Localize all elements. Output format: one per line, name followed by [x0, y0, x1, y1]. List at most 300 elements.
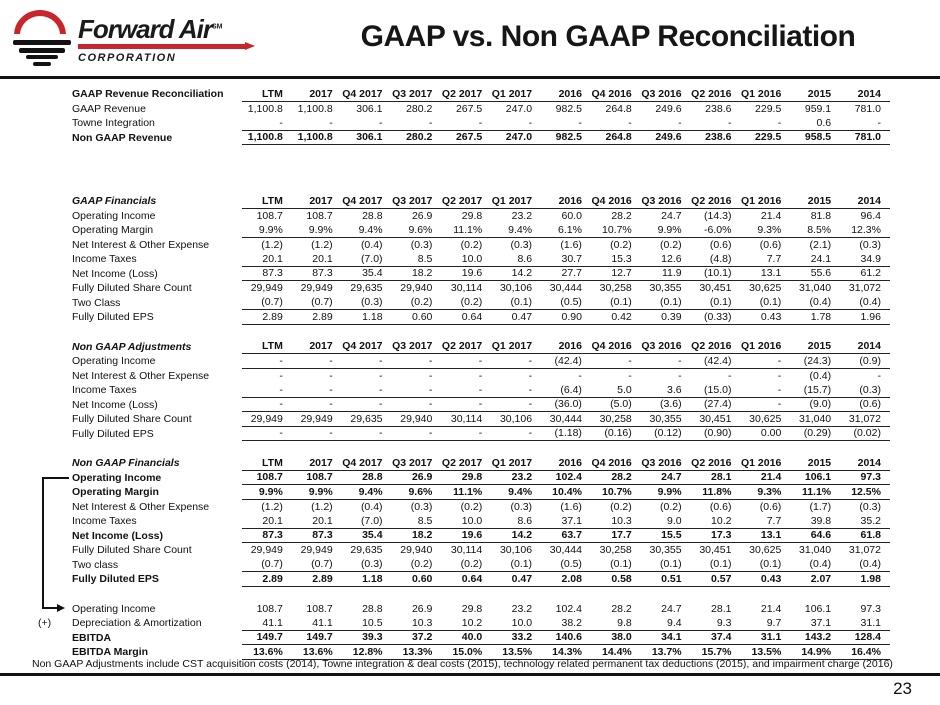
cell-value: 30,114	[441, 412, 491, 427]
cell-value: 9.9%	[242, 485, 292, 500]
cell-value: 29,635	[350, 282, 383, 295]
cell-value: (0.4)	[840, 296, 890, 311]
cell-value: -	[877, 369, 881, 382]
section-non-gaap-financials	[60, 456, 890, 587]
cell-value: 0.43	[740, 572, 790, 587]
cell-value: -	[342, 427, 392, 442]
cell-value: 2.89	[292, 572, 342, 587]
table-row	[60, 102, 890, 117]
flow-bracket-bottom	[42, 607, 58, 609]
cell-value: 0.58	[591, 572, 641, 587]
cell-value: 29,635	[350, 544, 383, 557]
cell-value: 61.2	[840, 267, 890, 282]
cell-value: 35.2	[840, 514, 890, 529]
cell-value: 0.42	[591, 310, 641, 325]
cell-value: 30,258	[591, 412, 641, 427]
cell-value: -	[292, 383, 342, 398]
row-prefix: (+)	[38, 617, 52, 630]
cell-value: 15.0%	[441, 645, 491, 660]
column-header: 2017	[292, 87, 342, 102]
cell-value: (0.3)	[410, 238, 433, 251]
column-header: LTM	[242, 340, 292, 355]
cell-value: 39.8	[790, 514, 840, 529]
cell-value: 63.7	[541, 529, 591, 544]
cell-value: 29,949	[292, 412, 342, 427]
cell-value: 108.7	[306, 602, 333, 615]
cell-value: 249.6	[641, 131, 691, 146]
cell-value: 29.8	[461, 209, 483, 222]
cell-value: 8.6	[491, 514, 541, 529]
cell-value: 10.0	[491, 616, 541, 631]
cell-value: 41.1	[292, 616, 342, 631]
column-header: Q2 2016	[691, 87, 741, 102]
cell-value: (0.2)	[392, 558, 442, 573]
cell-value: 87.3	[242, 529, 292, 544]
cell-value: 40.0	[441, 631, 491, 646]
column-header: Q2 2017	[441, 456, 491, 471]
cell-value: -	[441, 427, 491, 442]
cell-value: 16.4%	[840, 645, 890, 660]
cell-value: 0.6	[790, 116, 840, 131]
table-row	[60, 369, 890, 384]
flow-bracket-vertical	[42, 477, 44, 609]
cell-value: 11.8%	[691, 485, 741, 500]
table-row	[60, 310, 890, 325]
cell-value: -	[740, 398, 790, 413]
row-label: EBITDA Margin	[72, 646, 149, 659]
section-title: Non GAAP Financials	[72, 457, 180, 470]
cell-value: -	[441, 354, 491, 369]
cell-value: 87.3	[292, 267, 342, 282]
table-row	[60, 398, 890, 413]
cell-value: -	[392, 116, 442, 131]
cell-value: 102.4	[541, 471, 591, 486]
service-mark: SM	[211, 23, 223, 31]
cell-value: 26.9	[392, 471, 442, 486]
row-label: Net Income (Loss)	[72, 529, 164, 542]
cell-value: (0.2)	[610, 238, 632, 251]
cell-value: 37.1	[790, 616, 840, 631]
cell-value: 238.6	[705, 102, 732, 115]
cell-value: 28.8	[362, 209, 383, 222]
cell-value: 143.2	[790, 631, 840, 646]
cell-value: 28.1	[691, 471, 741, 486]
cell-value: (1.2)	[311, 500, 333, 513]
cell-value: 781.0	[854, 102, 881, 115]
cell-value: (27.4)	[691, 398, 741, 413]
cell-value: 14.2	[491, 267, 541, 282]
table-row	[60, 383, 890, 398]
cell-value: 247.0	[505, 102, 533, 115]
column-header: Q2 2017	[441, 340, 491, 355]
cell-value: 10.2	[691, 514, 741, 529]
column-header: 2015	[790, 340, 840, 355]
cell-value: 38.0	[591, 631, 641, 646]
cell-value: 9.6%	[392, 223, 442, 238]
cell-value: 10.4%	[541, 485, 591, 500]
cell-value: 14.4%	[591, 645, 641, 660]
cell-value: 0.00	[740, 427, 790, 442]
cell-value: 97.3	[840, 471, 890, 486]
table-row	[60, 602, 890, 617]
column-header: Q3 2016	[641, 194, 691, 209]
cell-value: 31,040	[799, 544, 832, 557]
cell-value: 108.7	[256, 602, 283, 615]
cell-value: 30,258	[599, 282, 632, 295]
table-row	[60, 529, 890, 544]
cell-value: 2.89	[242, 572, 292, 587]
cell-value: 8.5%	[790, 223, 840, 238]
brand-name: Forward Air℠	[78, 14, 223, 44]
cell-value: 33.2	[491, 631, 541, 646]
cell-value: (0.1)	[641, 296, 691, 311]
cell-value: (0.4)	[360, 238, 383, 251]
cell-value: (7.0)	[342, 252, 392, 267]
cell-value: (0.1)	[491, 296, 541, 311]
cell-value: (0.2)	[610, 500, 632, 513]
cell-value: 12.3%	[840, 223, 890, 238]
cell-value: (1.2)	[311, 238, 333, 251]
cell-value: 29,940	[400, 544, 433, 557]
table-row	[60, 572, 890, 587]
cell-value: 29,949	[300, 544, 333, 557]
cell-value: 24.7	[661, 209, 682, 222]
cell-value: 30,114	[450, 282, 483, 295]
column-header: 2016	[541, 340, 591, 355]
cell-value: (2.1)	[809, 238, 832, 251]
cell-value: (24.3)	[790, 354, 840, 369]
cell-value: 20.1	[292, 514, 342, 529]
cell-value: 81.8	[810, 209, 832, 222]
row-label: Net Income (Loss)	[72, 267, 158, 280]
cell-value: -	[242, 116, 292, 131]
cell-value: (0.6)	[709, 500, 732, 513]
cell-value: 9.9%	[292, 485, 342, 500]
row-label: Two class	[72, 558, 119, 571]
cell-value: 6.1%	[541, 223, 591, 238]
cell-value: 10.3	[392, 616, 442, 631]
cell-value: 2.08	[541, 572, 591, 587]
cell-value: 30,114	[450, 544, 483, 557]
cell-value: -	[691, 116, 741, 131]
cell-value: (0.7)	[292, 558, 342, 573]
cell-value: -	[342, 398, 392, 413]
cell-value: -	[392, 427, 442, 442]
column-header: 2015	[790, 456, 840, 471]
cell-value: 34.1	[641, 631, 691, 646]
column-header: Q4 2016	[591, 456, 641, 471]
row-label: Net Interest & Other Expense	[72, 238, 210, 251]
cell-value: 264.8	[605, 102, 632, 115]
cell-value: (0.4)	[790, 558, 840, 573]
cell-value: 5.0	[591, 383, 641, 398]
column-header: 2014	[840, 194, 890, 209]
cell-value: 9.0	[641, 514, 691, 529]
cell-value: 0.39	[641, 310, 691, 325]
cell-value: 28.8	[342, 471, 392, 486]
cell-value: 30,451	[699, 544, 732, 557]
cell-value: 55.6	[790, 267, 840, 282]
row-label: Operating Margin	[72, 486, 159, 499]
cell-value: (10.1)	[691, 267, 741, 282]
cell-value: (1.18)	[541, 427, 591, 442]
cell-value: 35.4	[342, 267, 392, 282]
cell-value: 1,100.8	[242, 131, 292, 146]
cell-value: -	[528, 369, 533, 382]
cell-value: 20.1	[242, 252, 292, 267]
cell-value: 28.2	[611, 602, 632, 615]
cell-value: 30,355	[641, 412, 691, 427]
cell-value: (15.0)	[691, 383, 741, 398]
cell-value: 10.0	[441, 252, 491, 267]
cell-value: -	[392, 383, 442, 398]
row-label: Operating Income	[72, 471, 162, 484]
cell-value: 87.3	[242, 267, 292, 282]
cell-value: 12.6	[641, 252, 691, 267]
column-header: Q1 2016	[740, 194, 790, 209]
section-title: Non GAAP Adjustments	[72, 340, 192, 353]
column-header: LTM	[242, 194, 292, 209]
cell-value: 17.7	[591, 529, 641, 544]
section-ebitda	[38, 602, 890, 660]
cell-value: 13.5%	[491, 645, 541, 660]
cell-value: 29,940	[392, 412, 442, 427]
cell-value: 12.5%	[840, 485, 890, 500]
cell-value: -	[292, 427, 342, 442]
cell-value: 39.3	[342, 631, 392, 646]
cell-value: 9.8	[591, 616, 641, 631]
cell-value: -	[727, 369, 732, 382]
column-header: Q4 2016	[591, 194, 641, 209]
column-header: Q3 2017	[392, 340, 442, 355]
cell-value: 13.1	[740, 267, 790, 282]
cell-value: (0.12)	[641, 427, 691, 442]
cell-value: -	[641, 116, 691, 131]
cell-value: 31,072	[840, 412, 890, 427]
flow-bracket-top	[42, 477, 69, 479]
cell-value: 37.2	[392, 631, 442, 646]
globe-icon	[10, 8, 74, 66]
cell-value: 9.3	[691, 616, 741, 631]
cell-value: (0.7)	[292, 296, 342, 311]
cell-value: 37.1	[541, 514, 591, 529]
cell-value: 30,106	[499, 282, 533, 295]
cell-value: 87.3	[292, 529, 342, 544]
table-row	[60, 209, 890, 224]
table-row	[60, 131, 890, 146]
cell-value: (6.4)	[541, 383, 591, 398]
section-title: GAAP Financials	[72, 195, 157, 208]
cell-value: 2.89	[292, 310, 342, 325]
cell-value: 31.1	[740, 631, 790, 646]
cell-value: 9.9%	[641, 485, 691, 500]
cell-value: 10.3	[591, 514, 641, 529]
table-row	[60, 427, 890, 442]
cell-value: 30,625	[749, 282, 782, 295]
cell-value: 781.0	[840, 131, 890, 146]
cell-value: (0.6)	[759, 500, 782, 513]
cell-value: 21.4	[740, 471, 790, 486]
cell-value: -	[242, 383, 292, 398]
cell-value: 29,949	[300, 282, 333, 295]
cell-value: 264.8	[591, 131, 641, 146]
cell-value: (0.2)	[660, 500, 682, 513]
cell-value: 11.1%	[441, 223, 491, 238]
cell-value: 29,635	[342, 412, 392, 427]
table-row	[60, 485, 890, 500]
cell-value: 249.6	[655, 102, 682, 115]
column-header: Q4 2017	[342, 194, 392, 209]
column-header: Q3 2017	[392, 87, 442, 102]
cell-value: (0.3)	[510, 238, 533, 251]
cell-value: -	[342, 354, 392, 369]
forward-air-logo	[10, 8, 260, 66]
cell-value: (1.2)	[261, 500, 283, 513]
cell-value: 7.7	[740, 252, 790, 267]
cell-value: 1.18	[342, 572, 392, 587]
cell-value: (0.1)	[591, 558, 641, 573]
cell-value: (0.4)	[809, 369, 832, 382]
cell-value: -	[740, 116, 790, 131]
cell-value: 28.1	[711, 602, 732, 615]
cell-value: 24.7	[661, 602, 682, 615]
cell-value: 12.8%	[342, 645, 392, 660]
cell-value: -	[491, 427, 541, 442]
section-header-row	[60, 87, 890, 102]
cell-value: -	[441, 116, 491, 131]
cell-value: 23.2	[491, 471, 541, 486]
column-header: 2017	[292, 456, 342, 471]
cell-value: 0.47	[491, 310, 541, 325]
cell-value: 9.4	[641, 616, 691, 631]
cell-value: 30,444	[549, 544, 582, 557]
cell-value: -	[242, 398, 292, 413]
cell-value: 28.2	[591, 471, 641, 486]
row-label: Non GAAP Revenue	[72, 131, 173, 144]
cell-value: (0.2)	[441, 296, 491, 311]
cell-value: 0.64	[441, 310, 491, 325]
cell-value: 13.3%	[392, 645, 442, 660]
column-header: LTM	[242, 456, 292, 471]
cell-value: 0.57	[691, 572, 741, 587]
cell-value: 140.6	[541, 631, 591, 646]
row-label: Net Interest & Other Expense	[72, 500, 210, 513]
cell-value: 18.2	[392, 267, 442, 282]
cell-value: -	[591, 116, 641, 131]
cell-value: -	[441, 383, 491, 398]
cell-value: -	[591, 354, 641, 369]
section-gaap-revenue-reconciliation	[60, 87, 890, 145]
cell-value: 149.7	[242, 631, 292, 646]
cell-value: (0.7)	[242, 296, 292, 311]
cell-value: 102.4	[555, 602, 582, 615]
cell-value: 29,949	[242, 412, 292, 427]
cell-value: (0.6)	[840, 398, 890, 413]
cell-value: (0.9)	[840, 354, 890, 369]
cell-value: -	[392, 354, 442, 369]
table-row	[60, 471, 890, 486]
column-header: 2016	[541, 87, 591, 102]
cell-value: -	[342, 116, 392, 131]
cell-value: -	[379, 369, 383, 382]
cell-value: -	[441, 398, 491, 413]
cell-value: 26.9	[411, 209, 433, 222]
table-row	[60, 116, 890, 131]
cell-value: (4.8)	[691, 252, 741, 267]
column-header: Q1 2017	[491, 340, 541, 355]
cell-value: (0.7)	[242, 558, 292, 573]
cell-value: -	[428, 369, 433, 382]
column-header: Q1 2017	[491, 87, 541, 102]
cell-value: (42.4)	[541, 354, 591, 369]
cell-value: (1.7)	[809, 500, 832, 513]
cell-value: 108.7	[242, 471, 292, 486]
section-title: GAAP Revenue Reconciliation	[72, 88, 224, 101]
cell-value: 35.4	[342, 529, 392, 544]
cell-value: -	[840, 116, 890, 131]
cell-value: -	[678, 369, 682, 382]
cell-value: 34.9	[840, 252, 890, 267]
cell-value: 106.1	[790, 471, 840, 486]
cell-value: 13.6%	[292, 645, 342, 660]
column-header: Q1 2016	[740, 87, 790, 102]
cell-value: 30,106	[491, 412, 541, 427]
cell-value: 106.1	[804, 602, 832, 615]
cell-value: 10.2	[441, 616, 491, 631]
cell-value: 28.8	[362, 602, 383, 615]
table-row	[60, 252, 890, 267]
cell-value: (0.3)	[510, 500, 533, 513]
cell-value: -6.0%	[691, 223, 741, 238]
footnote: Non GAAP Adjustments include CST acquisition costs (2014), Towne integration & deal costs (2015), technology related permanent tax deductions (2015), and impairment charge (2016)	[32, 658, 893, 670]
cell-value: -	[478, 369, 483, 382]
cell-value: (0.3)	[342, 296, 392, 311]
column-header: Q4 2017	[342, 87, 392, 102]
cell-value: 9.4%	[491, 485, 541, 500]
cell-value: 1,100.8	[297, 102, 333, 115]
cell-value: 10.7%	[591, 485, 641, 500]
cell-value: 3.6	[641, 383, 691, 398]
cell-value: 31,040	[799, 282, 832, 295]
cell-value: 9.3%	[740, 485, 790, 500]
cell-value: -	[740, 383, 790, 398]
cell-value: 1.98	[840, 572, 890, 587]
cell-value: 108.7	[292, 471, 342, 486]
cell-value: 64.6	[790, 529, 840, 544]
cell-value: 12.7	[591, 267, 641, 282]
cell-value: 60.0	[561, 209, 582, 222]
cell-value: 9.4%	[342, 223, 392, 238]
cell-value: 238.6	[691, 131, 741, 146]
cell-value: 30,444	[541, 412, 591, 427]
cell-value: 14.2	[491, 529, 541, 544]
table-row	[60, 238, 890, 253]
row-label: Depreciation & Amortization (+)	[38, 617, 202, 630]
row-label: Fully Diluted EPS	[72, 573, 159, 586]
cell-value: 29,949	[250, 282, 283, 295]
cell-value: 24.1	[790, 252, 840, 267]
cell-value: 15.3	[591, 252, 641, 267]
cell-value: 29,949	[250, 544, 283, 557]
cell-value: (0.3)	[859, 238, 881, 251]
cell-value: 0.43	[740, 310, 790, 325]
cell-value: 97.3	[860, 602, 881, 615]
row-label: Fully Diluted EPS	[72, 311, 154, 324]
cell-value: (0.33)	[691, 310, 741, 325]
cell-value: 1,100.8	[247, 102, 283, 115]
page-number: 23	[893, 679, 912, 698]
cell-value: (36.0)	[541, 398, 591, 413]
